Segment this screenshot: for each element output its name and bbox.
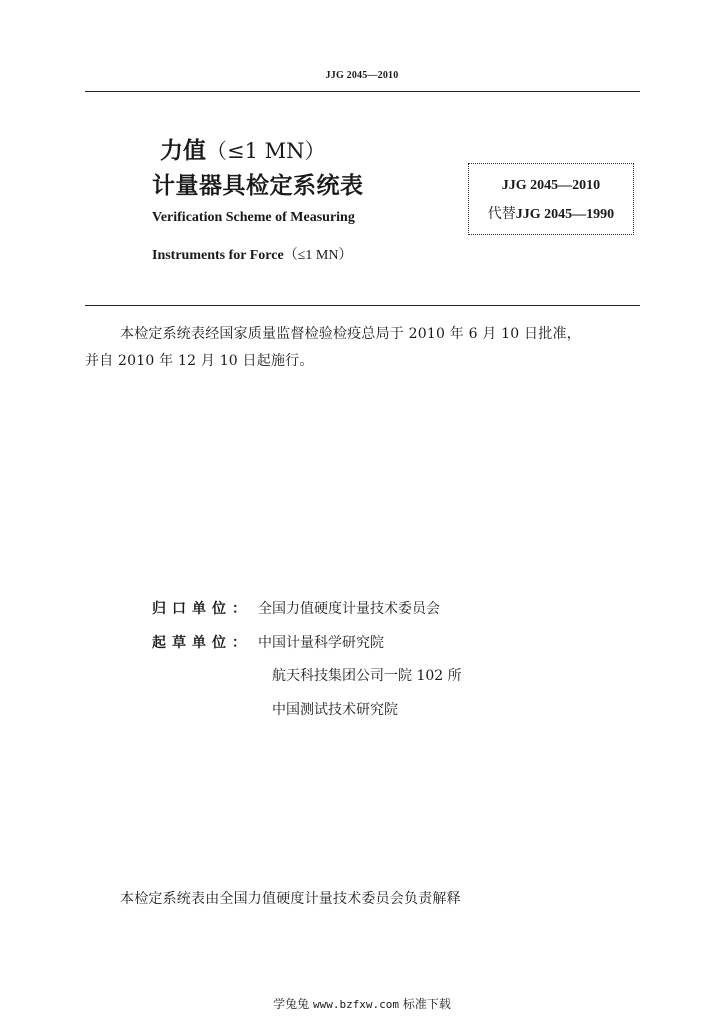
title-cn-range: （≤1 MN） <box>206 139 326 163</box>
replaces-prefix: 代替 <box>487 207 516 222</box>
footer-tagline: 标准下载 <box>402 997 451 1011</box>
title-cn-line1 <box>160 132 326 165</box>
title-en-line2 <box>152 244 352 264</box>
approval-line2: 并自 2010 年 12 月 10 日起施行。 <box>85 353 314 369</box>
footer-site-name: 学兔兔 <box>273 997 310 1011</box>
title-cn-main: 力值 <box>160 138 206 164</box>
draft-org-1: 中国计量科学研究院 <box>258 635 384 651</box>
replaces-code: JJG 2045—1990 <box>515 207 615 222</box>
footer-watermark <box>0 995 724 1012</box>
dept-value: 全国力值硬度计量技术委员会 <box>258 601 440 617</box>
title-cn-line2: 计量器具检定系统表 <box>152 173 364 199</box>
header-rule <box>85 91 640 92</box>
interpretation-note: 本检定系统表由全国力值硬度计量技术委员会负责解释 <box>120 891 461 907</box>
draft-org-3: 中国测试技术研究院 <box>272 702 398 718</box>
section-rule <box>85 305 640 306</box>
draft-org-2: 航天科技集团公司一院 102 所 <box>272 668 462 684</box>
footer-url[interactable]: www.bzfxw.com <box>312 998 400 1011</box>
running-header: JJG 2045—2010 <box>325 70 399 81</box>
approval-line1: 本检定系统表经国家质量监督检验检疫总局于 2010 年 6 月 10 日批准， <box>120 326 581 342</box>
draft-label: 起草单位： <box>152 635 252 651</box>
dept-label: 归口单位： <box>152 601 252 617</box>
title-en-main: Instruments for Force <box>152 248 284 263</box>
title-en-line1: Verification Scheme of Measuring <box>152 210 355 225</box>
standard-code-box <box>468 163 634 235</box>
title-en-range: （≤1 MN） <box>283 248 353 263</box>
replaces-code-line <box>468 203 634 223</box>
standard-code: JJG 2045—2010 <box>501 178 601 193</box>
